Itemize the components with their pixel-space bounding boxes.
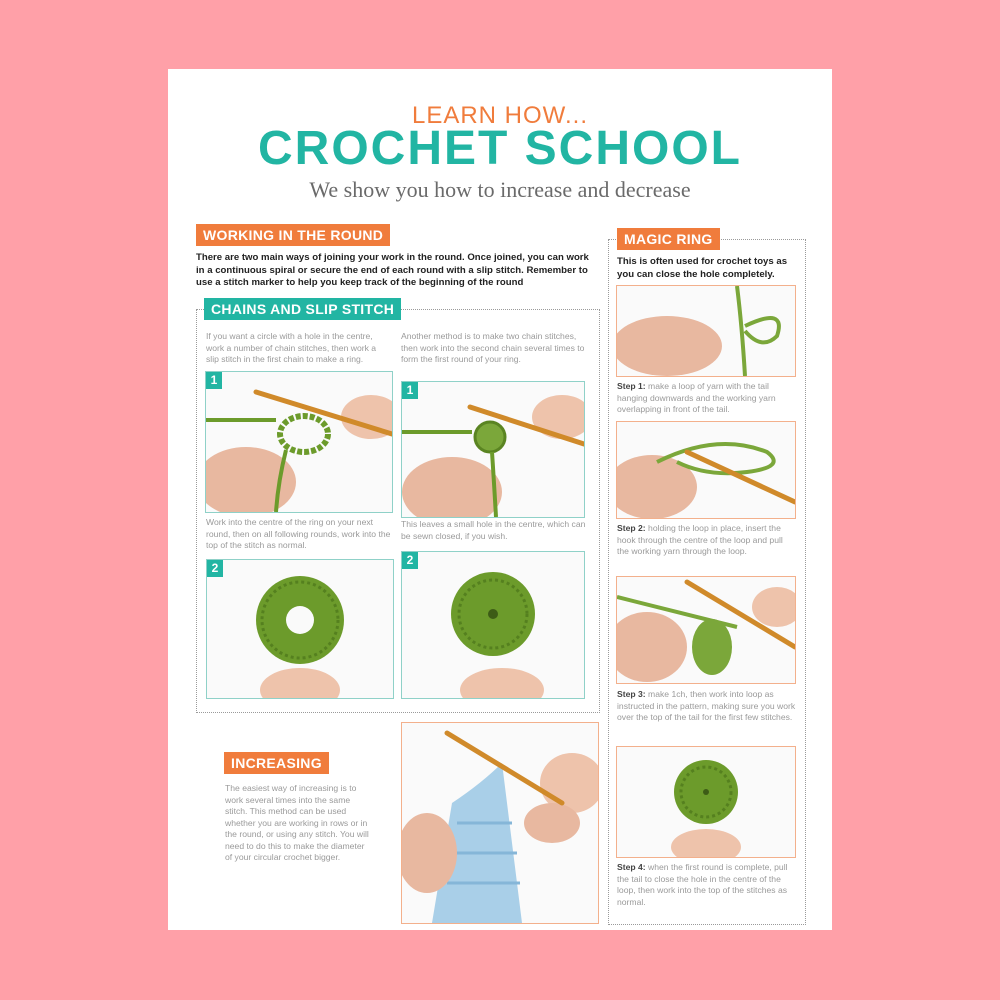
page-title: CROCHET SCHOOL <box>258 122 742 175</box>
kicker: LEARN HOW... <box>411 102 589 129</box>
magic-step1-photo <box>616 285 796 377</box>
magic-step3-illustration <box>617 577 795 683</box>
magic-step2-text: Step 2: holding the loop in place, insert the hook through the centre of the loop and pull the working yarn through the loop. <box>617 523 783 556</box>
working-round-heading: WORKING IN THE ROUND <box>196 224 390 246</box>
chain-ring-illustration <box>206 372 392 512</box>
step-number: 1 <box>402 382 418 399</box>
step-number: 2 <box>207 560 223 577</box>
page-subtitle: We show you how to increase and decrease <box>309 177 691 202</box>
chains-col1-caption: Work into the centre of the ring on your next round, then on all following rounds, work into the top of the stitch as normal. <box>206 517 391 550</box>
increasing-heading: INCREASING <box>224 752 329 774</box>
chains-col2-text: Another method is to make two chain stitches, then work into the second chain several times to form the first round of your ring. <box>401 331 585 364</box>
magic-step2-photo <box>616 421 796 519</box>
increasing-illustration <box>402 723 598 923</box>
small-hole-illustration <box>402 552 584 698</box>
magic-step1-illustration <box>617 286 795 376</box>
ring-hole-illustration <box>207 560 393 698</box>
chain-ring-photo <box>205 371 393 513</box>
chains-col1-text: If you want a circle with a hole in the centre, work a number of chain stitches, then work a slip stitch in the first chain to make a ring. <box>206 331 377 364</box>
step-number: 2 <box>402 552 418 569</box>
magic-step3-photo <box>616 576 796 684</box>
two-chain-illustration <box>402 382 584 517</box>
chains-heading: CHAINS AND SLIP STITCH <box>204 298 401 320</box>
chains-col2-caption: This leaves a small hole in the centre, which can be sewn closed, if you wish. <box>401 519 586 541</box>
magic-step4-illustration <box>617 747 795 857</box>
increasing-text: The easiest way of increasing is to work several times into the same stitch. This method can be used whether you are working in rows or in the round, or using any stitch. You will need to do this to make the diameter of your circular crochet bigger. <box>225 783 369 862</box>
working-round-intro: There are two main ways of joining your work in the round. Once joined, you can work in a continuous spiral or secure the end of each round with a slip stitch. Remember to use a stitch marker to help you keep track of the beginning of the round <box>196 252 589 288</box>
magazine-page <box>168 69 832 930</box>
magic-ring-intro: This is often used for crochet toys as you can close the hole completely. <box>617 256 788 280</box>
increasing-photo <box>401 722 599 924</box>
magic-step2-illustration <box>617 422 795 518</box>
magic-step1-text: Step 1: make a loop of yarn with the tail hanging downwards and the working yarn overlapping in front of the tail. <box>617 381 776 414</box>
small-hole-photo <box>401 551 585 699</box>
magic-step3-text: Step 3: make 1ch, then work into loop as instructed in the pattern, making sure you work over the top of the tail for the first few stitches. <box>617 689 796 722</box>
two-chain-photo <box>401 381 585 518</box>
magic-step4-text: Step 4: when the first round is complete, pull the tail to close the hole in the centre of the loop, then work into the top of the stitches as normal. <box>617 862 788 907</box>
step-number: 1 <box>206 372 222 389</box>
magic-step4-photo <box>616 746 796 858</box>
ring-hole-photo <box>206 559 394 699</box>
magic-ring-heading: MAGIC RING <box>617 228 720 250</box>
